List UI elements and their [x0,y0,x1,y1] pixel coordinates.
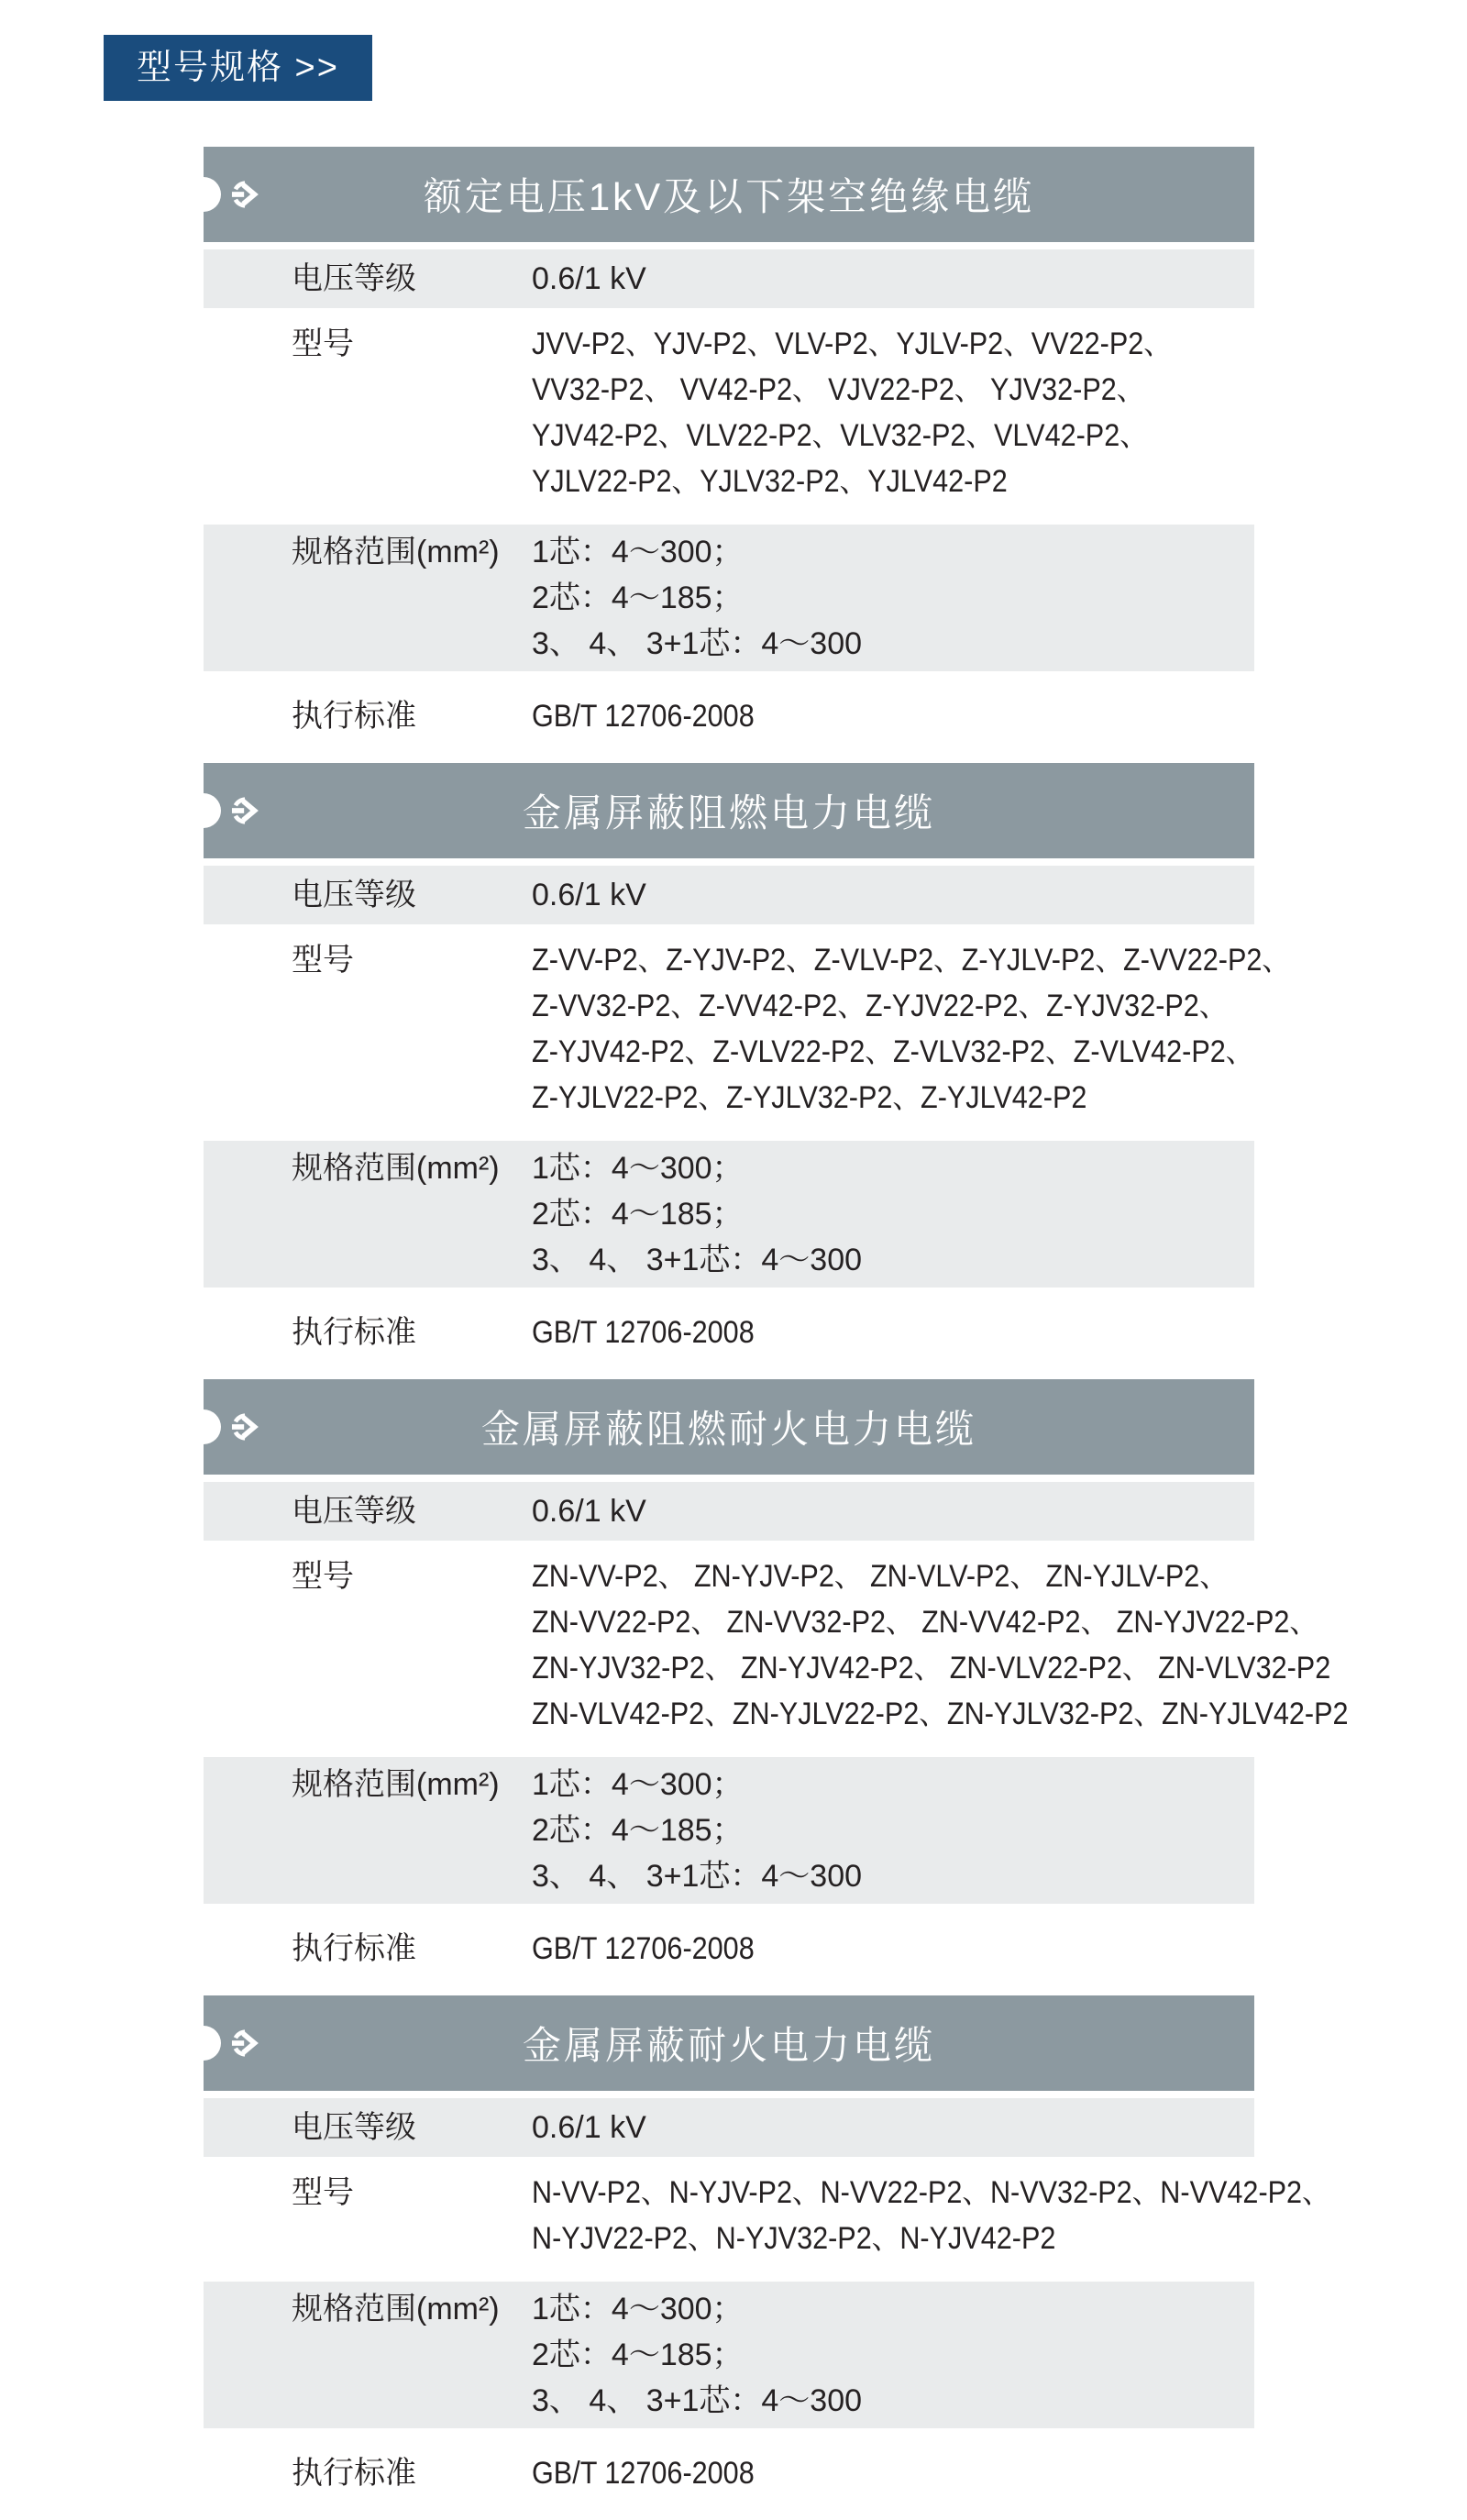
voltage-label: 电压等级 [292,878,416,912]
model-spec-badge[interactable]: 型号规格 >> [104,35,372,101]
arrow-circle-icon [231,1409,262,1444]
spec-range-value [532,2286,1254,2424]
spec-range-label: 规格范围(mm²) [292,1767,500,1802]
arrow-circle-icon [231,2026,262,2061]
spec-line: 1芯：4～300； [532,535,744,569]
spec-range-label: 规格范围(mm²) [292,2292,500,2327]
model-line: JVV-P2、YJV-P2、VLV-P2、YJLV-P2、VV22-P2、 [532,326,1172,361]
spec-range-row [204,2282,1254,2428]
spec-line: 2芯：4～185； [532,2338,744,2372]
model-value [532,937,1393,1121]
standard-value: GB/T 12706-2008 [532,699,755,734]
voltage-value: 0.6/1 kV [532,1494,646,1529]
model-line: Z-VV-P2、Z-YJV-P2、Z-VLV-P2、Z-YJLV-P2、Z-VV22-P2、 [532,943,1290,978]
section-header [204,147,1254,242]
spec-range-row [204,1757,1254,1904]
voltage-label: 电压等级 [292,261,416,296]
spec-line: 3、 4、 3+1芯：4～300 [532,1859,863,1894]
spec-line: 1芯：4～300； [532,1151,744,1186]
model-line: N-YJV22-P2、N-YJV32-P2、N-YJV42-P2 [532,2221,1056,2256]
model-label: 型号 [292,1559,354,1594]
voltage-row [204,249,1254,308]
standard-value: GB/T 12706-2008 [532,1931,755,1966]
spec-line: 3、 4、 3+1芯：4～300 [532,626,863,661]
section-header [204,763,1254,858]
model-value [532,1553,1457,1737]
circle-bullet-icon [186,1409,221,1444]
section-header [204,1995,1254,2091]
model-line: YJV42-P2、VLV22-P2、VLV32-P2、VLV42-P2、 [532,418,1148,453]
section-header [204,1379,1254,1475]
spec-range-label: 规格范围(mm²) [292,1151,500,1186]
standard-value: GB/T 12706-2008 [532,2456,755,2491]
standard-row [204,1288,1254,1379]
model-label: 型号 [292,326,354,361]
model-row [204,924,1290,1141]
voltage-row [204,2098,1254,2157]
voltage-row [204,866,1254,924]
standard-label: 执行标准 [292,699,416,734]
voltage-value: 0.6/1 kV [532,2110,646,2145]
model-line: ZN-YJV32-P2、 ZN-YJV42-P2、 ZN-VLV22-P2、 ZN-VLV32-P2 [532,1651,1331,1686]
spec-range-value [532,1762,1254,1899]
voltage-value: 0.6/1 kV [532,261,646,296]
spec-range-row [204,1141,1254,1288]
model-row [204,2157,1330,2282]
voltage-label: 电压等级 [292,1494,416,1529]
model-row [204,1541,1349,1757]
voltage-label: 电压等级 [292,2110,416,2145]
model-line: YJLV22-P2、YJLV32-P2、YJLV42-P2 [532,464,1008,499]
circle-bullet-icon [186,793,221,828]
model-line: Z-YJV42-P2、Z-VLV22-P2、Z-VLV32-P2、Z-VLV42-P2、 [532,1034,1254,1069]
circle-bullet-icon [186,2026,221,2061]
model-line: ZN-VV-P2、 ZN-YJV-P2、 ZN-VLV-P2、 ZN-YJLV-P2、 [532,1559,1228,1594]
model-line: ZN-VV22-P2、 ZN-VV32-P2、 ZN-VV42-P2、 ZN-YJV22-P2、 [532,1605,1318,1640]
spec-line: 2芯：4～185； [532,1813,744,1848]
section-metal-shielded-flame-retardant-cable [204,763,1290,1379]
standard-row [204,671,1254,763]
voltage-row [204,1482,1254,1541]
spec-range-row [204,525,1254,671]
model-line: Z-VV32-P2、Z-VV42-P2、Z-YJV22-P2、Z-YJV32-P2、 [532,989,1228,1023]
model-row [204,308,1254,525]
standard-row [204,1904,1254,1995]
spec-line: 3、 4、 3+1芯：4～300 [532,1243,863,1277]
model-value [532,2170,1437,2261]
model-label: 型号 [292,943,354,978]
section-metal-shielded-fire-resistant-cable [204,1995,1330,2520]
standard-row [204,2428,1254,2520]
spec-line: 2芯：4～185； [532,1197,744,1232]
arrow-circle-icon [231,793,262,828]
arrow-circle-icon [231,177,262,212]
spec-line: 1芯：4～300； [532,2292,744,2327]
model-line: N-VV-P2、N-YJV-P2、N-VV22-P2、N-VV32-P2、N-VV42-P2、 [532,2175,1330,2210]
standard-label: 执行标准 [292,1931,416,1966]
spec-range-label: 规格范围(mm²) [292,535,500,569]
model-line: Z-YJLV22-P2、Z-YJLV32-P2、Z-YJLV42-P2 [532,1080,1087,1115]
section-title: 金属屏蔽耐火电力电缆 [522,2024,935,2067]
section-title: 额定电压1kV及以下架空绝缘电缆 [423,175,1035,218]
section-title: 金属屏蔽阻燃电力电缆 [522,791,935,834]
spec-range-value [532,1145,1254,1283]
standard-label: 执行标准 [292,1315,416,1350]
model-value [532,321,1261,504]
spec-tables [204,147,1349,2520]
section-overhead-insulated-cable [204,147,1254,763]
voltage-value: 0.6/1 kV [532,878,646,912]
section-metal-shielded-flame-retardant-fire-resistant-cable [204,1379,1349,1995]
standard-label: 执行标准 [292,2456,416,2491]
section-title: 金属屏蔽阻燃耐火电力电缆 [480,1408,976,1451]
spec-line: 2芯：4～185； [532,580,744,615]
spec-line: 3、 4、 3+1芯：4～300 [532,2383,863,2418]
model-line: ZN-VLV42-P2、ZN-YJLV22-P2、ZN-YJLV32-P2、ZN-YJLV42-P2 [532,1697,1349,1731]
standard-value: GB/T 12706-2008 [532,1315,755,1350]
circle-bullet-icon [186,177,221,212]
spec-line: 1芯：4～300； [532,1767,744,1802]
model-line: VV32-P2、 VV42-P2、 VJV22-P2、 YJV32-P2、 [532,372,1145,407]
model-label: 型号 [292,2175,354,2210]
spec-range-value [532,529,1254,667]
